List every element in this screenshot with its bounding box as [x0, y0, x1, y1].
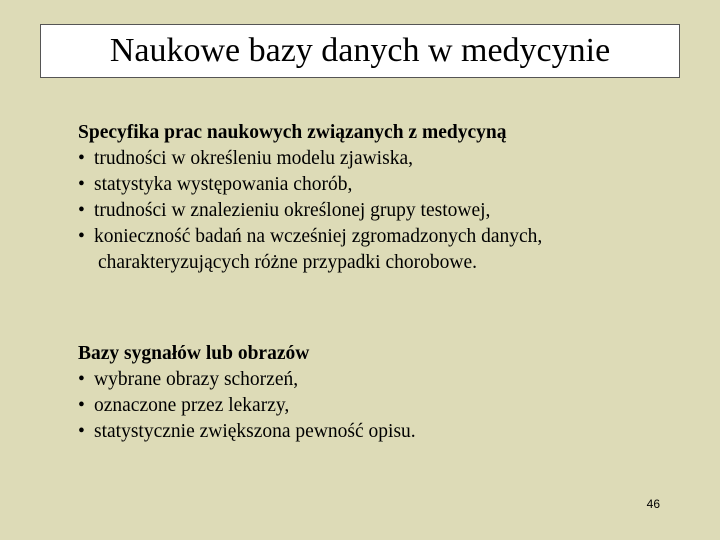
list-item-text: konieczność badań na wcześniej zgromadzonych danych,: [94, 226, 543, 247]
section-specyfika: [78, 120, 678, 276]
list-item: [78, 146, 678, 172]
bullet-icon: •: [78, 226, 85, 247]
list-item-text: wybrane obrazy schorzeń,: [94, 369, 299, 390]
list-item: [78, 393, 678, 419]
bullet-icon: •: [78, 148, 85, 169]
list-item: [78, 198, 678, 224]
section-heading: Bazy sygnałów lub obrazów: [78, 343, 310, 364]
list-item-text: statystyka występowania chorób,: [94, 174, 353, 195]
section-bazy-sygnalow: [78, 341, 678, 445]
slide-title: Naukowe bazy danych w medycynie: [109, 32, 611, 69]
bullet-icon: •: [78, 421, 85, 442]
slide-title-box: [40, 24, 680, 78]
bullet-icon: •: [78, 369, 85, 390]
list-item: [78, 172, 678, 198]
list-item-text: oznaczone przez lekarzy,: [94, 395, 290, 416]
list-item-text: statystycznie zwiększona pewność opisu.: [94, 421, 416, 442]
page-number: 46: [646, 497, 660, 511]
bullet-icon: •: [78, 200, 85, 221]
section-heading: Specyfika prac naukowych związanych z medycyną: [78, 122, 507, 143]
list-item-text: trudności w określeniu modelu zjawiska,: [94, 148, 413, 169]
list-item-continuation: charakteryzujących różne przypadki chorobowe.: [98, 252, 477, 273]
bullet-icon: •: [78, 395, 85, 416]
list-item: [78, 224, 678, 250]
bullet-icon: •: [78, 174, 85, 195]
list-item: [78, 367, 678, 393]
list-item: [78, 419, 678, 445]
list-item-text: trudności w znalezieniu określonej grupy testowej,: [94, 200, 491, 221]
